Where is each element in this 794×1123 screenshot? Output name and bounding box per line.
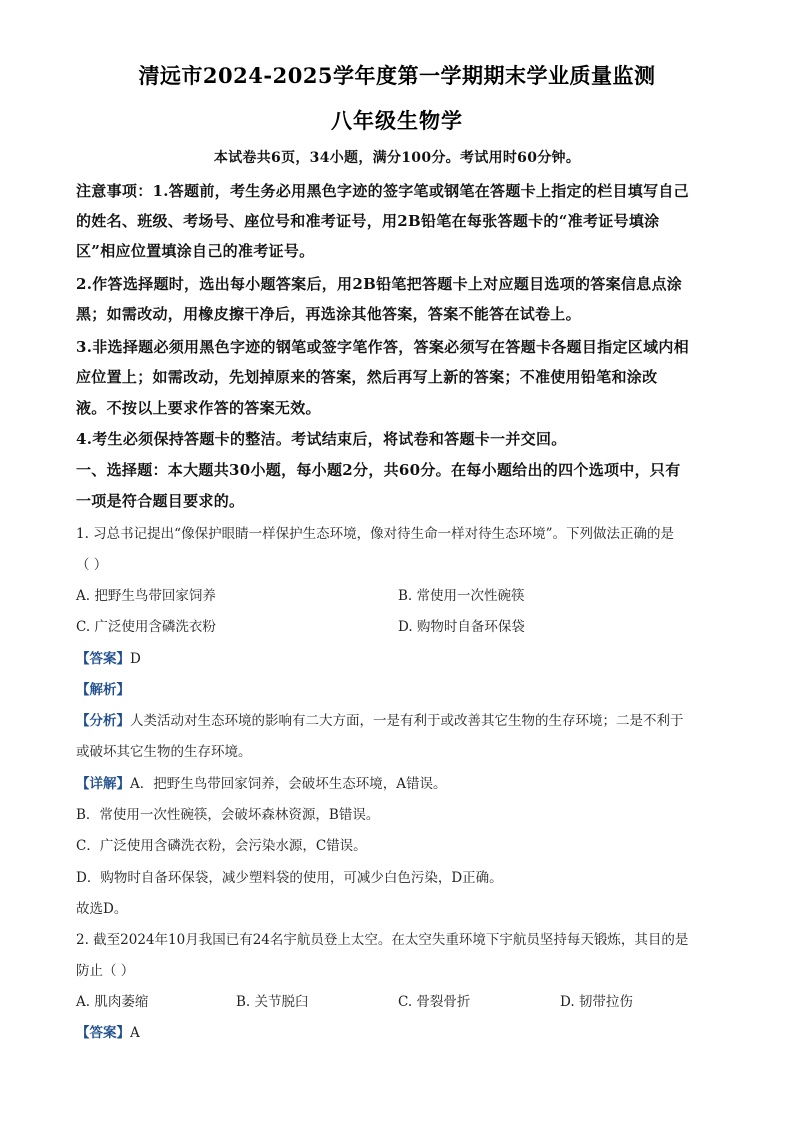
notice-line-1: 注意事项：1.答题前，考生务必用黑色字迹的签字笔或钢笔在答题卡上指定的栏目填写自己 [76, 182, 689, 200]
q1-fenxi-line-2: 或破坏其它生物的生存环境。 [76, 744, 252, 760]
q2-option-c: C. 骨裂骨折 [398, 994, 471, 1010]
q1-detail-c: C．广泛使用含磷洗衣粉，会污染水源，C错误。 [76, 838, 367, 854]
section-heading-line-1: 一、选择题：本大题共30小题，每小题2分，共60分。在每小题给出的四个选项中，只有 [76, 461, 681, 479]
notice-line-2: 的姓名、班级、考场号、座位号和准考证号，用2B铅笔在每张答题卡的“准考证号填涂 [76, 212, 660, 230]
q1-stem-line-1: 1. 习总书记提出“像保护眼睛一样保护生态环境，像对待生命一样对待生态环境”。下列做法正确的是 [76, 526, 674, 542]
notice-line-4: 2.作答选择题时，选出每小题答案后，用2B铅笔把答题卡上对应题目选项的答案信息点涂 [76, 275, 683, 293]
q1-option-d: D. 购物时自备环保袋 [398, 619, 525, 635]
detail-a-text: A．把野生鸟带回家饲养，会破坏生态环境，A错误。 [130, 776, 447, 792]
answer-tag: 【答案】 [76, 1025, 130, 1041]
q1-answer [76, 647, 726, 667]
q1-option-c: C. 广泛使用含磷洗衣粉 [76, 619, 216, 635]
q2-answer [76, 1021, 726, 1041]
q2-stem-line-1: 2. 截至2024年10月我国已有24名宇航员登上太空。在太空失重环境下宇航员坚持每天锻炼，其目的是 [76, 932, 689, 948]
q2-option-a: A. 肌肉萎缩 [76, 994, 149, 1010]
fenxi-tag: 【分析】 [76, 713, 130, 729]
detail-tag: 【详解】 [76, 776, 130, 792]
q1-fenxi-line-1 [76, 709, 726, 729]
answer-tag: 【答案】 [76, 651, 130, 667]
exam-title: 清远市2024-2025学年度第一学期期末学业质量监测 [138, 63, 656, 88]
notice-line-6: 3.非选择题必须用黑色字迹的钢笔或签字笔作答，答案必须写在答题卡各题目指定区域内相 [76, 338, 689, 356]
section-heading-line-2: 一项是符合题目要求的。 [76, 492, 245, 510]
fenxi-text-1: 人类活动对生态环境的影响有二大方面，一是有利于或改善其它生物的生存环境；二是不利于 [130, 713, 684, 729]
q1-stem-line-2: （ ） [76, 557, 108, 573]
analysis-tag: 【解析】 [76, 682, 130, 698]
answer-value: A [130, 1025, 140, 1041]
exam-info: 本试卷共6页，34小题，满分100分。考试用时60分钟。 [213, 150, 581, 166]
q1-detail-b: B．常使用一次性碗筷，会破坏森林资源，B错误。 [76, 807, 380, 823]
notice-line-9: 4.考生必须保持答题卡的整洁。考试结束后，将试卷和答题卡一并交回。 [76, 430, 567, 448]
q1-option-b: B. 常使用一次性碗筷 [398, 588, 525, 604]
q1-detail-d: D．购物时自备环保袋，减少塑料袋的使用，可减少白色污染，D正确。 [76, 870, 503, 886]
q2-option-d: D. 韧带拉伤 [560, 994, 633, 1010]
notice-line-7: 应位置上；如需改动，先划掉原来的答案，然后再写上新的答案；不准使用铅笔和涂改 [76, 368, 658, 386]
q1-detail-a [76, 772, 726, 792]
exam-subtitle: 八年级生物学 [331, 108, 463, 133]
q1-option-a: A. 把野生鸟带回家饲养 [76, 588, 216, 604]
notice-line-3: 区”相应位置填涂自己的准考证号。 [76, 242, 315, 260]
answer-value: D [130, 651, 141, 667]
q2-stem-line-2: 防止（ ） [76, 963, 135, 979]
notice-line-8: 液。不按以上要求作答的答案无效。 [76, 399, 321, 417]
notice-line-5: 黑；如需改动，用橡皮擦干净后，再选涂其他答案，答案不能答在试卷上。 [76, 305, 581, 323]
q2-option-b: B. 关节脱臼 [236, 994, 309, 1010]
q1-conclusion: 故选D。 [76, 901, 128, 917]
q1-analysis-heading [76, 678, 726, 698]
